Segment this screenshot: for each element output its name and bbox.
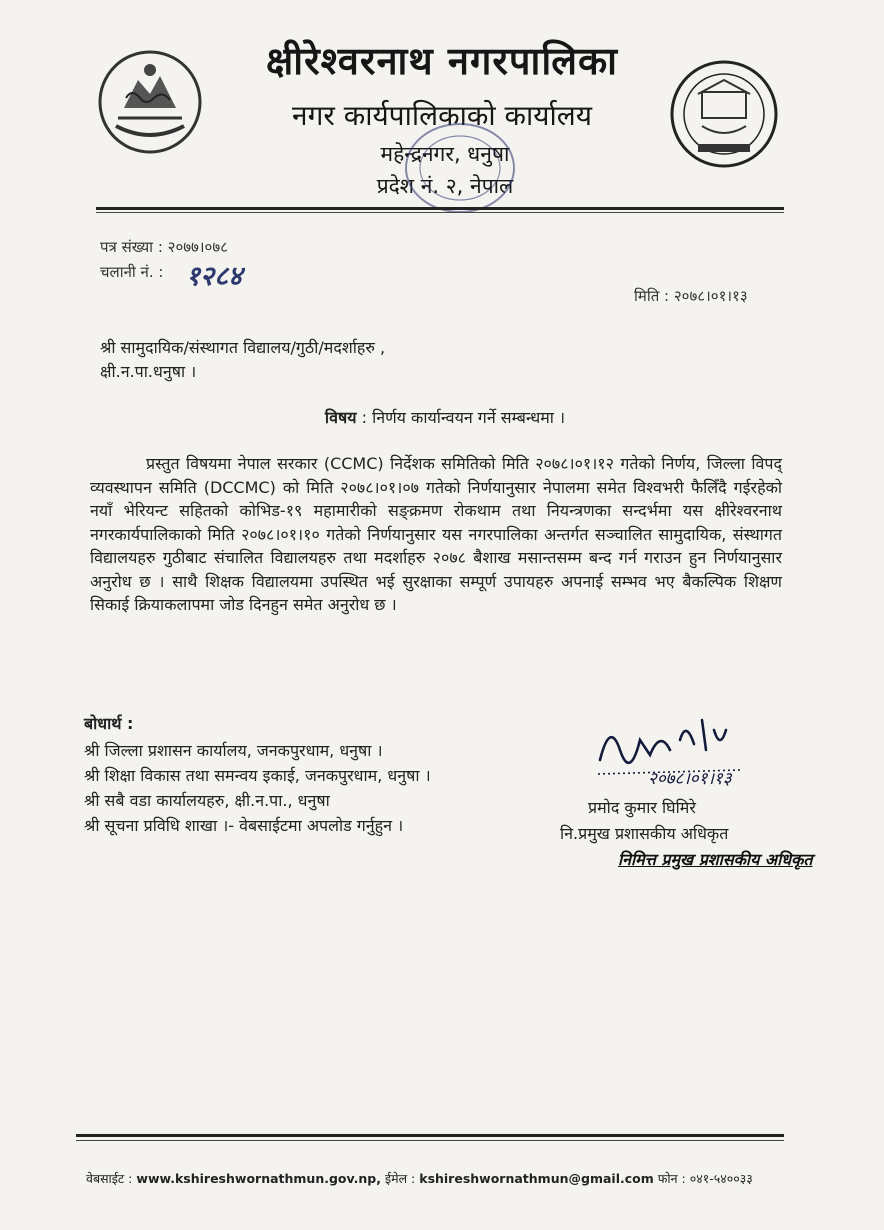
cc-item: श्री सूचना प्रविधि शाखा ।- वेबसाईटमा अपलोड गर्नुहुन । — [84, 816, 404, 835]
municipality-seal-icon — [668, 58, 780, 170]
addressee-line-1: श्री सामुदायिक/संस्थागत विद्यालय/गुठी/मदर्शाहरु , — [100, 338, 386, 357]
footer-website-label: वेबसाईट : — [86, 1171, 133, 1186]
footer-phone-label: फोन : — [657, 1171, 686, 1186]
letter-date: मिति : २०७८।०१।१३ — [634, 287, 748, 305]
signatory-name: प्रमोद कुमार घिमिरे — [588, 798, 696, 817]
signature-handwritten-date: २०७८।०१।१३ — [648, 769, 732, 789]
letterhead-address: महेन्द्रनगर, धनुषा — [380, 142, 510, 166]
header-divider-thin — [96, 212, 784, 213]
signatory-title: नि.प्रमुख प्रशासकीय अधिकृत — [560, 824, 729, 843]
footer-divider-thin — [76, 1140, 784, 1141]
letterhead-province: प्रदेश नं. २, नेपाल — [376, 174, 514, 198]
subject-line — [100, 406, 790, 428]
addressee-line-2: क्षी.न.पा.धनुषा । — [100, 362, 197, 381]
cc-item: श्री शिक्षा विकास तथा समन्वय इकाई, जनकपुरधाम, धनुषा । — [84, 766, 431, 785]
footer-email: kshireshwornathmun@gmail.com — [419, 1171, 654, 1186]
footer-divider — [76, 1134, 784, 1137]
subject-label: विषय — [324, 408, 357, 427]
cc-list — [84, 738, 431, 838]
letter-body: प्रस्तुत विषयमा नेपाल सरकार (CCMC) निर्देशक समितिको मिति २०७८।०१।१२ गतेको निर्णय, जिल्ला विपद् व्यवस्थापन समिति (DCCMC) को मिति २०७८।०१।०७ गतेको निर्णयानुसार नेपालमा समेत विश्वभरी फैलिँदै गईरहेको नयाँ भेरियन्ट सहितको कोभिड-१९ महामारीको सङ्क्रमण रोकथाम तथा नियन्त्रणका सन्दर्भमा यस क्षीरेश्वरनाथ नगरकार्यपालिकाको मिति २०७८।०१।१० गतेको निर्णयानुसार यस नगरपालिका अन्तर्गत सञ्चालित सामुदायिक, संस्थागत विद्यालयहरु गुठीबाट संचालित विद्यालयहरु तथा मदर्शाहरु २०७८ बैशाख मसान्तसम्म बन्द गर्न गराउन हुन निर्णयानुसार अनुरोध छ । साथै शिक्षक विद्यालयमा उपस्थित भई सुरक्षाका सम्पूर्ण उपायहरु अपनाई सम्भव भए बैकल्पिक शिक्षण सिकाई क्रियाकलापमा जोड दिनहुन समेत अनुरोध छ । — [90, 454, 782, 614]
office-stamp-icon — [400, 118, 520, 218]
dispatch-number-handwritten: १२८४ — [186, 261, 243, 292]
cc-item: श्री सबै वडा कार्यालयहरु, क्षी.न.पा., धनुषा — [84, 791, 330, 810]
footer-contact — [86, 1170, 786, 1187]
signature-scribble — [590, 700, 790, 790]
cc-heading: बोधार्थ : — [84, 714, 134, 733]
acting-officer-stamp: निमित्त प्रमुख प्रशासकीय अधिकृत — [618, 850, 813, 869]
header-divider — [96, 207, 784, 210]
footer-phone: ०४१-५४००३३ — [689, 1171, 753, 1186]
footer-email-label: ईमेल : — [384, 1171, 416, 1186]
letter-number: पत्र संख्या : २०७७।०७८ — [100, 238, 228, 256]
dispatch-number-label: चलानी नं. : — [100, 263, 164, 281]
nepal-emblem-icon — [96, 48, 204, 156]
subject-text: : निर्णय कार्यान्वयन गर्ने सम्बन्धमा । — [361, 408, 566, 427]
letterhead-municipality-name: क्षीरेश्वरनाथ नगरपालिका — [266, 39, 618, 83]
cc-item: श्री जिल्ला प्रशासन कार्यालय, जनकपुरधाम, धनुषा । — [84, 741, 383, 760]
footer-website: www.kshireshwornathmun.gov.np, — [136, 1171, 381, 1186]
letterhead-office-name: नगर कार्यपालिकाको कार्यालय — [292, 99, 592, 132]
